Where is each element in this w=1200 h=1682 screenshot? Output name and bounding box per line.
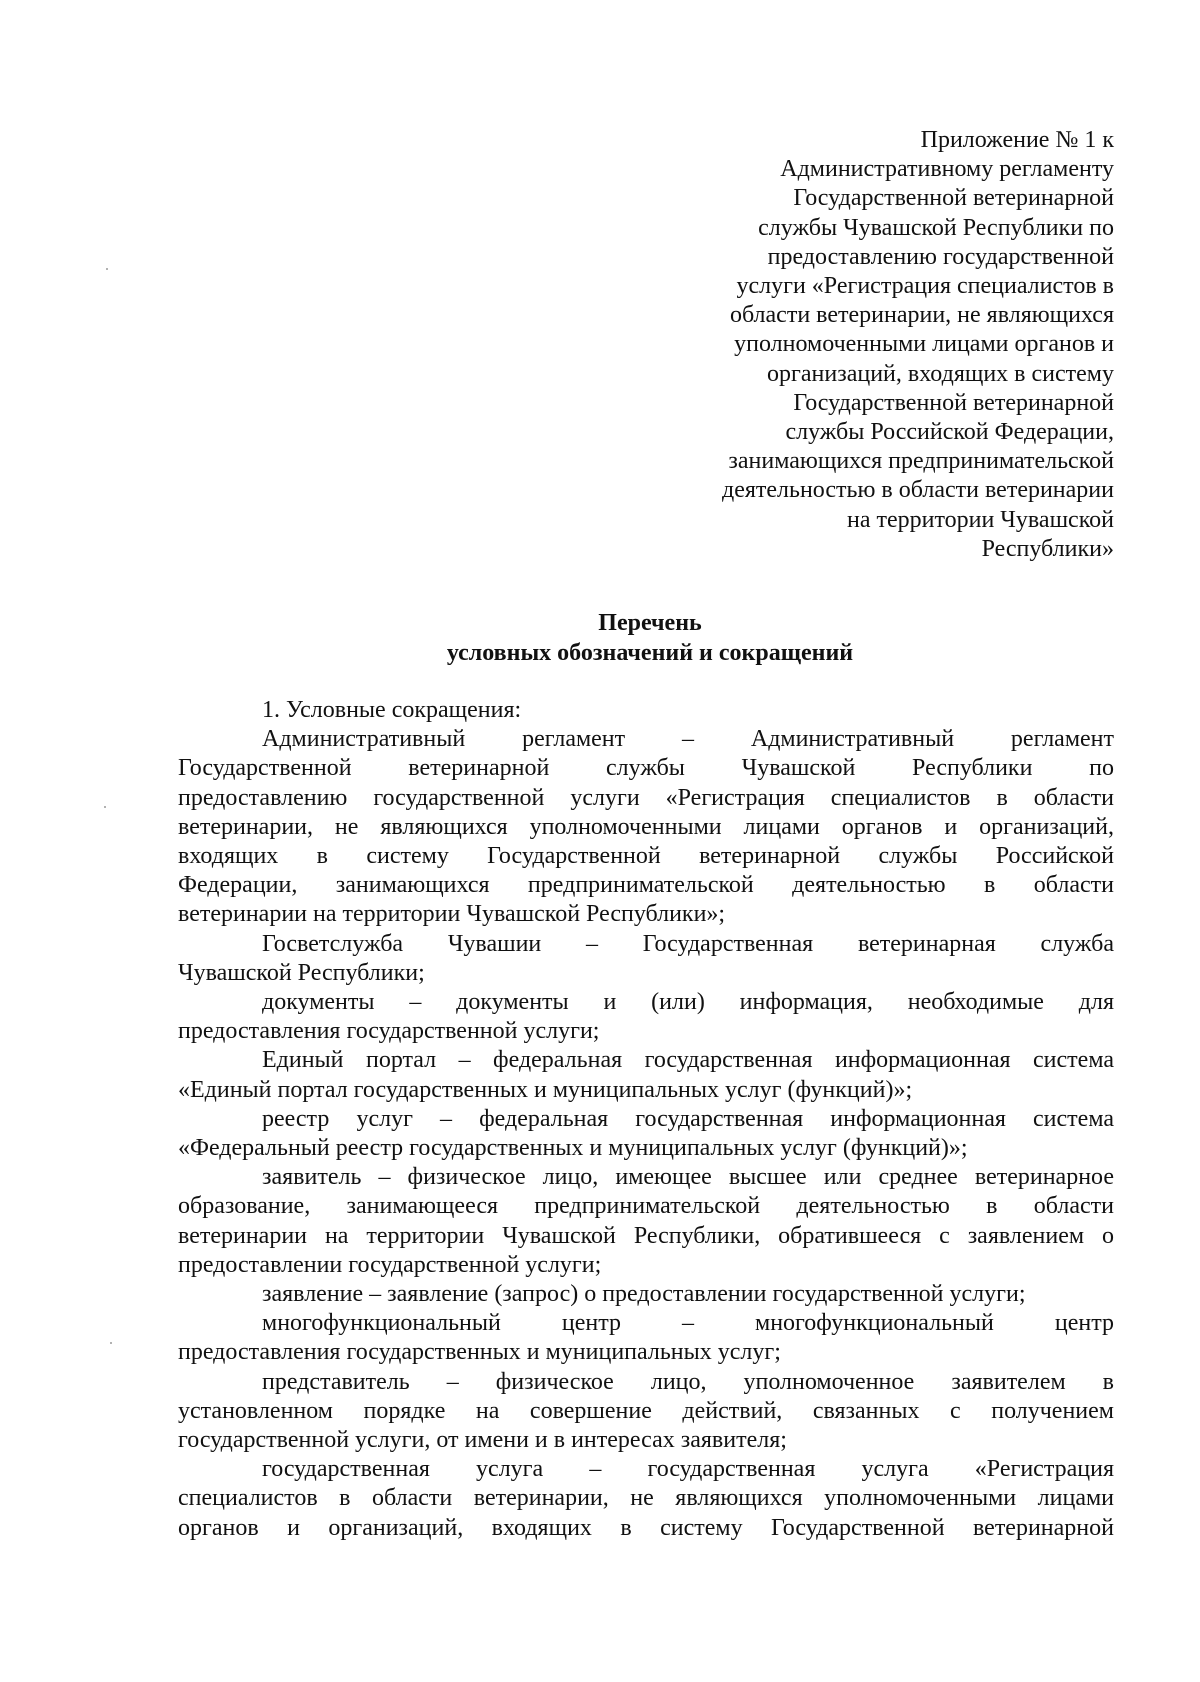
text-line: многофункциональный центр – многофункциональный центр bbox=[262, 1310, 1114, 1337]
text-line: Чувашской Республики; bbox=[178, 959, 425, 986]
appendix-line: службы Российской Федерации, bbox=[785, 419, 1114, 446]
section-heading: 1. Условные сокращения: bbox=[262, 697, 522, 723]
text-line: государственной услуги, от имени и в интересах заявителя; bbox=[178, 1427, 787, 1454]
abbreviations-text bbox=[178, 696, 1114, 1543]
appendix-line: предоставлению государственной bbox=[767, 243, 1114, 270]
appendix-header bbox=[644, 126, 1114, 564]
appendix-line: службы Чувашской Республики по bbox=[758, 214, 1114, 241]
text-line: Госветслужба Чувашии – Государственная ветеринарная служба bbox=[262, 930, 1114, 957]
text-line: «Федеральный реестр государственных и муниципальных услуг (функций)»; bbox=[178, 1135, 968, 1162]
scan-speck bbox=[106, 268, 108, 270]
text-line: документы – документы и (или) информация, необходимые для bbox=[262, 989, 1114, 1016]
appendix-line: организаций, входящих в систему bbox=[767, 360, 1114, 387]
text-line: предоставлении государственной услуги; bbox=[178, 1251, 602, 1278]
appendix-line: Государственной ветеринарной bbox=[793, 389, 1114, 416]
text-line: входящих в систему Государственной ветеринарной службы Российской bbox=[178, 843, 1114, 870]
appendix-line: деятельностью в области ветеринарии bbox=[722, 477, 1114, 504]
text-line: установленном порядке на совершение действий, связанных с получением bbox=[178, 1397, 1114, 1424]
appendix-line: Государственной ветеринарной bbox=[793, 185, 1114, 212]
appendix-line: занимающихся предпринимательской bbox=[728, 448, 1114, 475]
scan-speck bbox=[110, 1342, 112, 1344]
text-line: предоставления государственных и муниципальных услуг; bbox=[178, 1339, 781, 1366]
text-line: заявление – заявление (запрос) о предоставлении государственной услуги; bbox=[262, 1281, 1026, 1308]
subtitle-line: условных обозначений и сокращений bbox=[446, 640, 854, 666]
scan-speck bbox=[104, 806, 106, 808]
text-line: заявитель – физическое лицо, имеющее высшее или среднее ветеринарное bbox=[262, 1164, 1114, 1191]
text-line: предоставлению государственной услуги «Регистрация специалистов в области bbox=[178, 784, 1114, 811]
text-line: государственная услуга – государственная услуга «Регистрация bbox=[262, 1456, 1114, 1483]
title-line: Перечень bbox=[598, 610, 702, 636]
text-line: реестр услуг – федеральная государственная информационная система bbox=[262, 1105, 1114, 1132]
appendix-line: на территории Чувашской bbox=[846, 506, 1114, 533]
appendix-line: Приложение № 1 к bbox=[920, 127, 1114, 153]
appendix-line: услуги «Регистрация специалистов в bbox=[736, 273, 1114, 300]
text-line: ветеринарии, не являющихся уполномоченными лицами органов и организаций, bbox=[178, 813, 1114, 840]
text-line: специалистов в области ветеринарии, не являющихся уполномоченными лицами bbox=[178, 1485, 1114, 1512]
text-line: Государственной ветеринарной службы Чувашской Республики по bbox=[178, 755, 1114, 782]
appendix-line: Республики» bbox=[981, 535, 1114, 562]
document-title bbox=[0, 608, 1200, 668]
text-line: Административный регламент – Административный регламент bbox=[262, 726, 1114, 753]
text-line: представитель – физическое лицо, уполномоченное заявителем в bbox=[262, 1368, 1114, 1395]
text-line: «Единый портал государственных и муниципальных услуг (функций)»; bbox=[178, 1076, 913, 1103]
text-line: Федерации, занимающихся предпринимательской деятельностью в области bbox=[178, 872, 1114, 899]
text-line: ветеринарии на территории Чувашской Республики, обратившееся с заявлением о bbox=[178, 1222, 1114, 1249]
appendix-line: Административному регламенту bbox=[780, 156, 1114, 183]
text-line: Единый портал – федеральная государственная информационная система bbox=[262, 1047, 1114, 1074]
text-line: органов и организаций, входящих в систему Государственной ветеринарной bbox=[178, 1514, 1114, 1541]
text-line: предоставления государственной услуги; bbox=[178, 1018, 600, 1045]
text-line: образование, занимающееся предпринимательской деятельностью в области bbox=[178, 1193, 1114, 1220]
appendix-line: уполномоченными лицами органов и bbox=[734, 331, 1114, 358]
text-line: ветеринарии на территории Чувашской Республики»; bbox=[178, 901, 726, 928]
appendix-line: области ветеринарии, не являющихся bbox=[729, 302, 1114, 329]
